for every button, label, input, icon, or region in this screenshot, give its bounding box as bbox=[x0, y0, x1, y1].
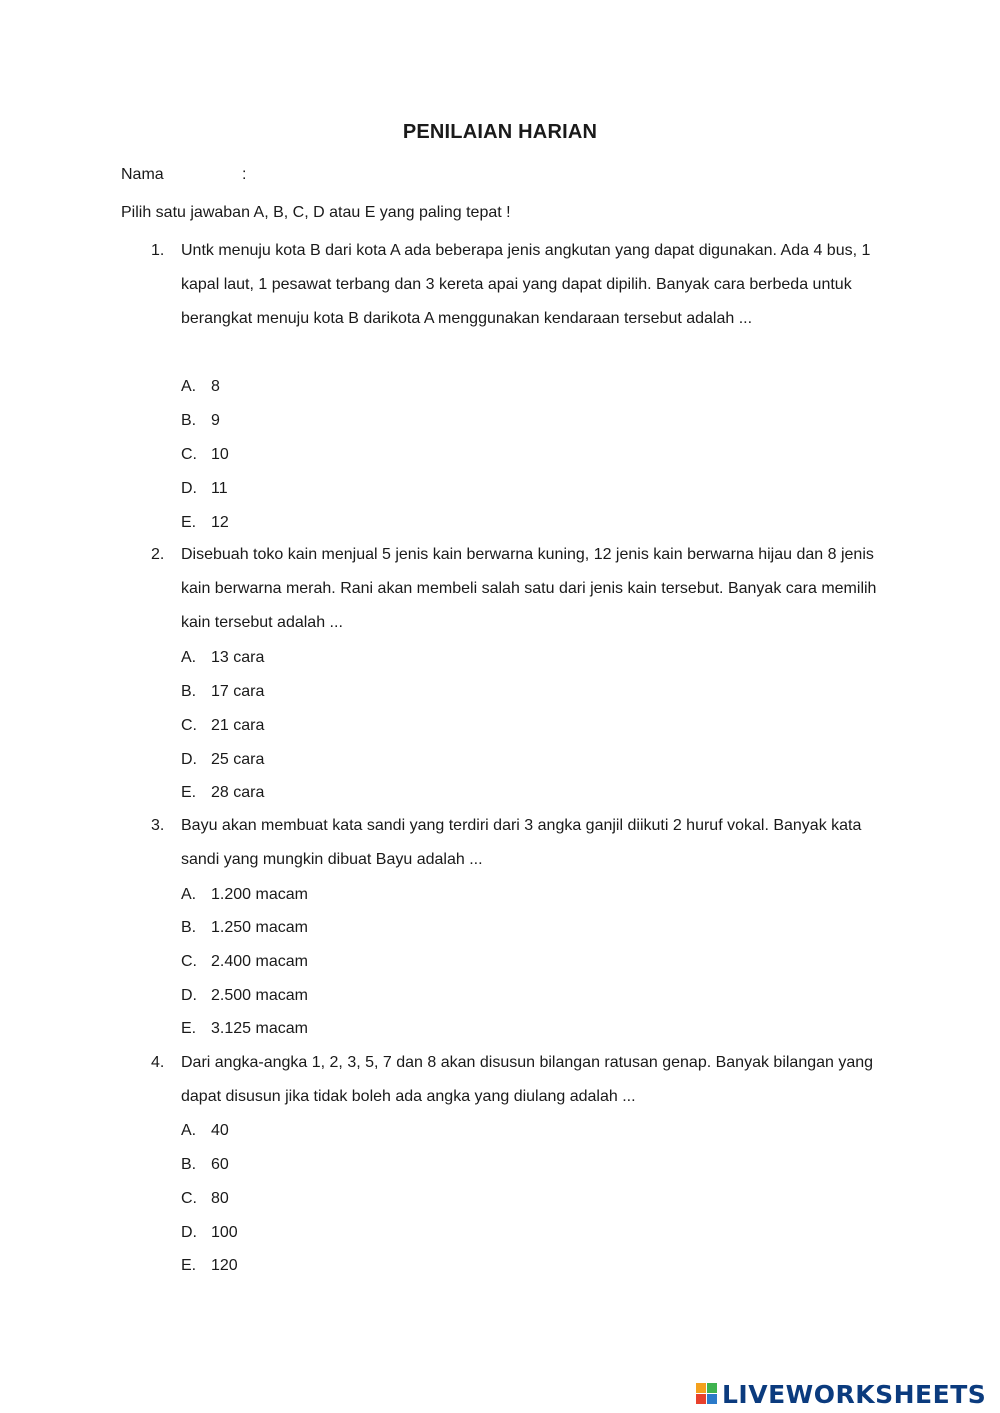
option-value: 12 bbox=[211, 514, 229, 531]
option-value: 21 cara bbox=[211, 717, 265, 734]
logo-text: LIVEWORKSHEETS bbox=[722, 1379, 987, 1409]
option-value: 3.125 macam bbox=[211, 1020, 308, 1037]
option-3e bbox=[181, 1019, 308, 1039]
option-letter: B. bbox=[181, 919, 197, 936]
option-3a bbox=[181, 885, 308, 905]
option-letter: A. bbox=[181, 649, 197, 666]
name-label: Nama bbox=[121, 166, 164, 183]
question-2 bbox=[151, 538, 881, 640]
question-3 bbox=[151, 809, 881, 877]
option-3d bbox=[181, 986, 308, 1006]
logo-square-l bbox=[696, 1383, 706, 1393]
option-value: 120 bbox=[211, 1257, 238, 1274]
option-2d bbox=[181, 750, 264, 770]
option-value: 100 bbox=[211, 1224, 238, 1241]
option-value: 80 bbox=[211, 1190, 229, 1207]
option-2b bbox=[181, 682, 264, 702]
option-letter: A. bbox=[181, 378, 197, 395]
option-letter: A. bbox=[181, 886, 197, 903]
option-1a bbox=[181, 377, 220, 397]
liveworksheets-logo[interactable] bbox=[696, 1378, 986, 1410]
option-letter: E. bbox=[181, 784, 197, 801]
option-value: 25 cara bbox=[211, 751, 265, 768]
option-4a bbox=[181, 1121, 229, 1141]
option-2c bbox=[181, 716, 264, 736]
option-4e bbox=[181, 1256, 238, 1276]
option-letter: D. bbox=[181, 751, 197, 768]
option-value: 2.500 macam bbox=[211, 987, 308, 1004]
logo-square-i bbox=[707, 1383, 717, 1393]
option-letter: D. bbox=[181, 480, 197, 497]
option-letter: B. bbox=[181, 412, 197, 429]
option-value: 17 cara bbox=[211, 683, 265, 700]
option-letter: C. bbox=[181, 446, 197, 463]
option-letter: E. bbox=[181, 1020, 197, 1037]
option-1c bbox=[181, 445, 229, 465]
question-number: 1. bbox=[151, 242, 165, 259]
option-value: 9 bbox=[211, 412, 220, 429]
option-letter: B. bbox=[181, 1156, 197, 1173]
option-letter: C. bbox=[181, 953, 197, 970]
option-value: 60 bbox=[211, 1156, 229, 1173]
option-value: 1.200 macam bbox=[211, 886, 308, 903]
question-number: 2. bbox=[151, 546, 165, 563]
option-letter: D. bbox=[181, 1224, 197, 1241]
question-4 bbox=[151, 1046, 881, 1114]
option-value: 8 bbox=[211, 378, 220, 395]
name-field-row bbox=[121, 166, 247, 184]
question-text: Untk menuju kota B dari kota A ada beberapa jenis angkutan yang dapat digunakan. Ada 4 bus, 1 kapal laut, 1 pesawat terbang dan 3 kereta apai yang dapat dipilih. Banyak cara berbeda untuk berangkat menuju kota B darikota A menggunakan kendaraan tersebut adalah ... bbox=[181, 242, 871, 327]
option-letter: A. bbox=[181, 1122, 197, 1139]
option-value: 1.250 macam bbox=[211, 919, 308, 936]
option-letter: E. bbox=[181, 514, 197, 531]
name-colon: : bbox=[242, 166, 247, 183]
page-title: PENILAIAN HARIAN bbox=[402, 121, 598, 143]
option-letter: C. bbox=[181, 717, 197, 734]
option-value: 10 bbox=[211, 446, 229, 463]
option-1d bbox=[181, 479, 228, 499]
option-value: 28 cara bbox=[211, 784, 265, 801]
option-letter: E. bbox=[181, 1257, 197, 1274]
option-letter: B. bbox=[181, 683, 197, 700]
option-3b bbox=[181, 918, 308, 938]
instruction-text: Pilih satu jawaban A, B, C, D atau E yang paling tepat ! bbox=[121, 204, 511, 221]
question-1 bbox=[151, 234, 881, 336]
option-value: 2.400 macam bbox=[211, 953, 308, 970]
question-text: Disebuah toko kain menjual 5 jenis kain berwarna kuning, 12 jenis kain berwarna hijau dan 8 jenis kain berwarna merah. Rani akan membeli salah satu dari jenis kain tersebut. Banyak cara memilih kain tersebut adalah ... bbox=[181, 546, 877, 631]
option-2a bbox=[181, 648, 264, 668]
question-number: 3. bbox=[151, 817, 165, 834]
option-4c bbox=[181, 1189, 229, 1209]
question-number: 4. bbox=[151, 1054, 165, 1071]
option-letter: D. bbox=[181, 987, 197, 1004]
option-value: 13 cara bbox=[211, 649, 265, 666]
option-value: 11 bbox=[211, 480, 228, 497]
option-4b bbox=[181, 1155, 229, 1175]
logo-mark-icon bbox=[696, 1383, 718, 1405]
option-1b bbox=[181, 411, 220, 431]
option-4d bbox=[181, 1223, 238, 1243]
option-2e bbox=[181, 783, 264, 803]
option-3c bbox=[181, 952, 308, 972]
logo-square-v bbox=[696, 1394, 706, 1404]
question-text: Dari angka-angka 1, 2, 3, 5, 7 dan 8 akan disusun bilangan ratusan genap. Banyak bilangan yang dapat disusun jika tidak boleh ada angka yang diulang adalah ... bbox=[181, 1054, 874, 1105]
option-value: 40 bbox=[211, 1122, 229, 1139]
option-1e bbox=[181, 513, 229, 533]
logo-square-e bbox=[707, 1394, 717, 1404]
question-text: Bayu akan membuat kata sandi yang terdiri dari 3 angka ganjil diikuti 2 huruf vokal. Banyak kata sandi yang mungkin dibuat Bayu adalah ... bbox=[181, 817, 862, 868]
option-letter: C. bbox=[181, 1190, 197, 1207]
